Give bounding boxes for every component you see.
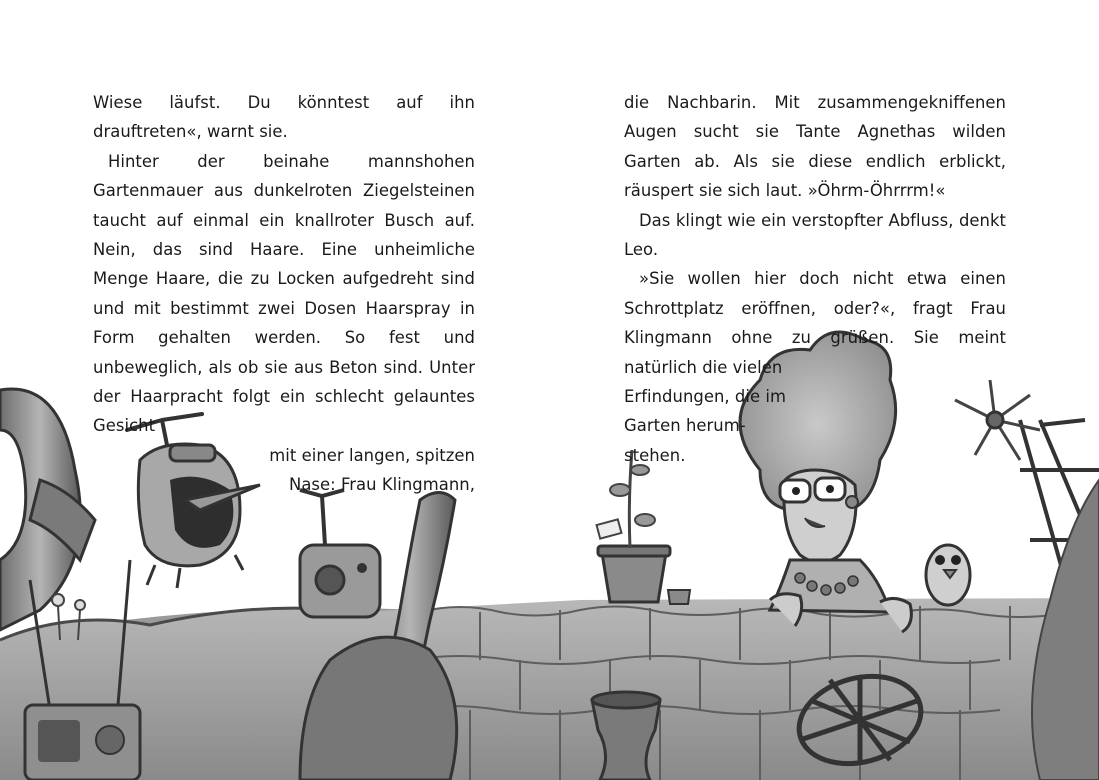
bushes (1032, 480, 1099, 780)
left-paragraph-2 (93, 147, 475, 441)
bent-pipe-left (0, 389, 95, 630)
small-robot (300, 490, 380, 617)
right-paragraph-1: die Nachbarin. Mit zusammengekniffenen Augen sucht sie Tante Agnethas wilden Garten ab. Als sie diese endlich erblickt, räuspert sie sich laut. »Öhrm-Öhrrrm!« (624, 93, 1006, 201)
right-paragraph-3-tail-2: Garten herum- (624, 416, 746, 436)
left-paragraph-1: Wiese läufst. Du könntest auf ihn drauftreten«, warnt sie. (93, 93, 475, 142)
flower-pot (597, 450, 690, 604)
small-bird (926, 545, 970, 605)
right-paragraph-3-tail-1: Erfindungen, die im (624, 387, 787, 407)
brick-wall (0, 598, 1099, 780)
right-page-text (624, 88, 1006, 470)
left-paragraph-2-tail-1: mit einer langen, spitzen (269, 445, 475, 465)
right-paragraph-3: »Sie wollen hier doch nicht etwa einen Schrottplatz eröffnen, oder?«, fragt Frau Klingmann ohne zu grüßen. Sie meint natürlich die vielen (624, 269, 1006, 377)
left-paragraph-2-tail-2: Nase: Frau Klingmann, (289, 475, 475, 495)
left-page-text (93, 88, 475, 500)
right-paragraph-3-tail-3: stehen. (624, 445, 686, 465)
left-paragraph-2-body: Hinter der beinahe mannshohen Gartenmauer aus dunkelroten Ziegelsteinen taucht auf einmal ein knallroter Busch auf. Nein, das sind Haare. Eine unheimliche Menge Haare, die zu Locken aufgedreht sind und mit bestimmt zwei Dosen Haarspray in Form gehalten werden. So fest und unbeweglich, als ob sie aus Beton sind. Unter der Haarpracht folgt ein schlecht gelauntes Gesicht (93, 151, 475, 436)
right-paragraph-2: Das klingt wie ein verstopfter Abfluss, denkt Leo. (624, 210, 1006, 260)
